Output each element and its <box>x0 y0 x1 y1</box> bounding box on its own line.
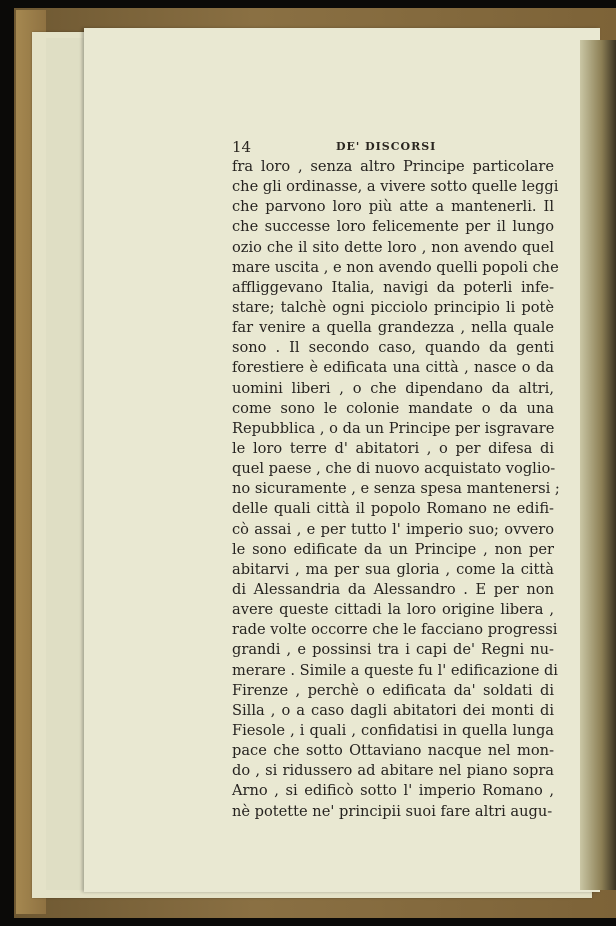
page-gutter <box>580 40 616 890</box>
text-line: affliggevano Italia, navigi da poterli infe- <box>232 278 554 296</box>
text-line: fra loro , senza altro Principe particolare <box>232 158 554 175</box>
text-line: come sono le colonie mandate o da una <box>232 399 554 417</box>
text-line: le sono edificate da un Principe , non per <box>232 540 554 558</box>
text-line: che gli ordinasse, a vivere sotto quelle leggi <box>232 178 559 196</box>
text-line: sono . Il secondo caso, quando da genti <box>232 339 554 357</box>
page-header <box>232 138 552 158</box>
text-line: Arno , si edificò sotto l' imperio Romano , <box>232 782 554 800</box>
text-line: ozio che il sito dette loro , non avendo quel <box>232 238 554 256</box>
text-line: abitarvi , ma per sua gloria , come la città <box>232 560 554 578</box>
text-line: Fiesole , i quali , confidatisi in quella lunga <box>232 721 554 739</box>
text-line: uomini liberi , o che dipendano da altri, <box>232 379 554 397</box>
text-line: le loro terre d' abitatori , o per difesa di <box>232 439 554 457</box>
text-line: Repubblica , o da un Principe per isgravare <box>232 419 555 437</box>
text-line: cò assai , e per tutto l' imperio suo; ovvero <box>232 520 554 538</box>
text-line: no sicuramente , e senza spesa mantenersi ; <box>232 480 560 498</box>
text-line: far venire a quella grandezza , nella quale <box>232 319 554 337</box>
text-line: Silla , o a caso dagli abitatori dei monti di <box>232 701 554 719</box>
text-line: grandi , e possinsi tra i capi de' Regni nu- <box>232 641 554 659</box>
text-line: nè potette ne' principii suoi fare altri augu- <box>232 802 553 820</box>
text-line: rade volte occorre che le facciano progressi <box>232 621 558 639</box>
text-line: che parvono loro più atte a mantenerli. Il <box>232 198 554 216</box>
text-line: stare; talchè ogni picciolo principio li potè <box>232 298 554 316</box>
text-line: quel paese , che di nuovo acquistato voglio- <box>232 460 556 478</box>
page-number: 14 <box>232 138 252 156</box>
text-line: avere queste cittadi la loro origine libera , <box>232 601 554 619</box>
text-line: merare . Simile a queste fu l' edificazione di <box>232 661 558 679</box>
text-line: do , si ridussero ad abitare nel piano sopra <box>232 762 554 780</box>
text-line: di Alessandria da Alessandro . E per non <box>232 580 554 598</box>
text-line: che successe loro felicemente per il lungo <box>232 218 554 236</box>
text-line: pace che sotto Ottaviano nacque nel mon- <box>232 742 554 760</box>
text-line: Firenze , perchè o edificata da' soldati di <box>232 681 554 699</box>
body-text <box>232 157 560 822</box>
text-line: mare uscita , e non avendo quelli popoli che <box>232 258 559 276</box>
running-title: DE' DISCORSI <box>336 140 437 153</box>
text-line: forestiere è edificata una città , nasce o da <box>232 359 554 377</box>
text-line: delle quali città il popolo Romano ne edifi- <box>232 500 554 518</box>
